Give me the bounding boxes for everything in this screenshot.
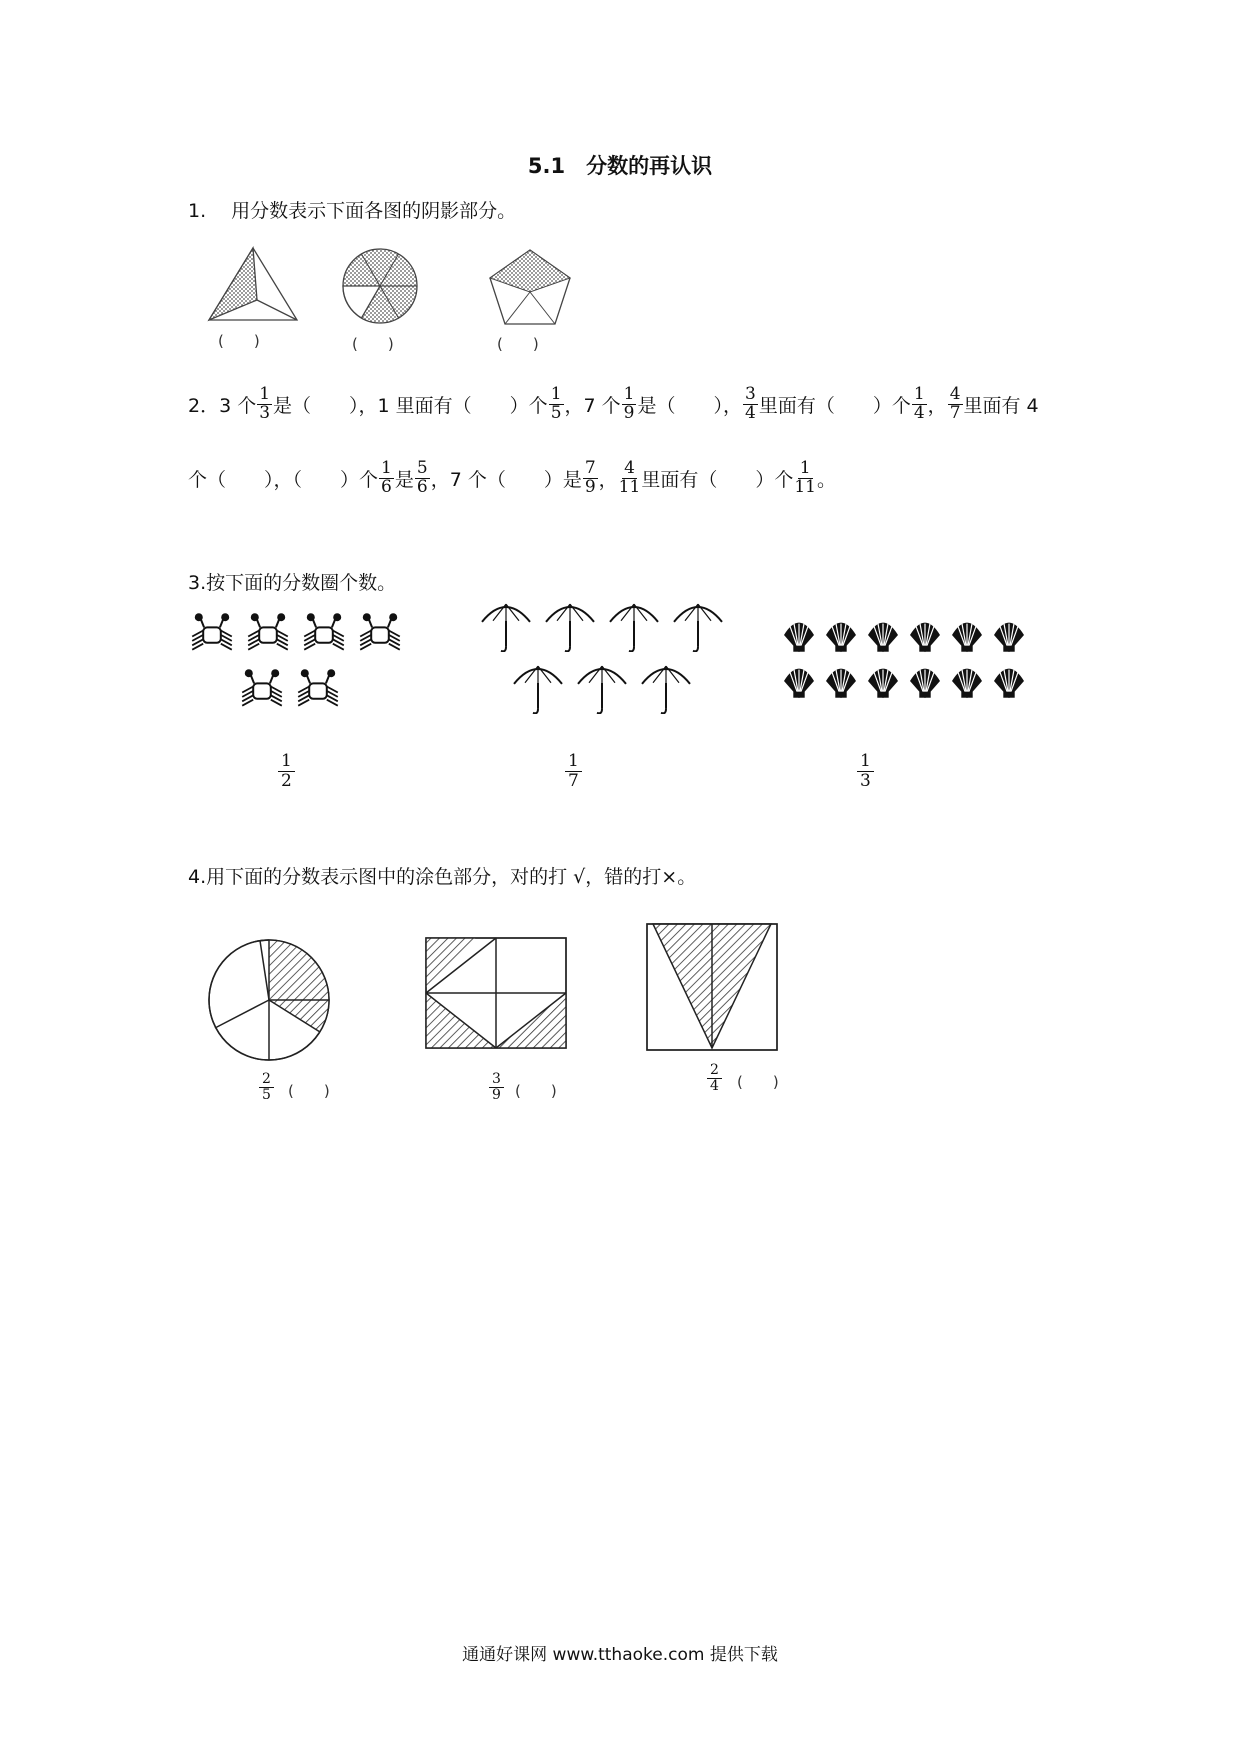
question-3-text: 3.按下面的分数圈个数。 (188, 572, 397, 594)
crab-icon (302, 612, 346, 656)
fraction: $\frac{1}{4}$ (913, 384, 925, 423)
shell-icon (864, 662, 902, 700)
fraction: $\frac{1}{11}$ (794, 458, 816, 497)
fraction: $\frac{3}{4}$ (745, 384, 756, 423)
shell-icon (864, 616, 902, 654)
q2-text: 。 (816, 468, 836, 491)
q3-fraction-2: 1 7 (565, 752, 582, 790)
page-title: 5.1 分数的再认识 (527, 154, 713, 178)
shell-icon (906, 662, 944, 700)
q4-rectangle-figure (424, 936, 570, 1052)
crab-icon (246, 612, 290, 656)
crab-icon (240, 668, 284, 712)
shell-group (780, 616, 1040, 716)
q1-blank-1[interactable]: ( ) (218, 332, 260, 350)
fraction: $\frac{7}{9}$ (584, 458, 596, 497)
q2-text: 是（ ）， (637, 394, 742, 417)
q2-text: 个（ ），（ ）个 (188, 468, 379, 491)
umbrella-icon (576, 662, 628, 714)
fraction: $\frac{4}{11}$ (618, 458, 641, 497)
q1-blank-2[interactable]: ( ) (352, 335, 394, 353)
question-1-text: 1. 用分数表示下面各图的阴影部分。 (188, 200, 517, 222)
crab-icon (190, 612, 234, 656)
fraction: $\frac{5}{6}$ (416, 458, 428, 497)
q2-text: ， (927, 394, 947, 417)
q4-square-figure (645, 922, 781, 1052)
q2-text: 是（ ），1 里面有（ ）个 (273, 394, 548, 417)
q3-fraction-3: 1 3 (857, 752, 874, 790)
shell-icon (990, 616, 1028, 654)
umbrella-icon (480, 600, 532, 652)
triangle-figure (205, 244, 305, 324)
question-2-line-1 (188, 386, 1039, 423)
q4-circle-figure (205, 936, 333, 1064)
q3-fraction-1: 1 2 (278, 752, 295, 790)
fraction: $\frac{1}{6}$ (381, 458, 392, 497)
pentagon-figure (485, 246, 575, 328)
shell-icon (990, 662, 1028, 700)
fraction: $\frac{4}{7}$ (949, 384, 961, 423)
q2-text: ，7 个 (564, 394, 621, 417)
crab-icon (296, 668, 340, 712)
q2-text: 是 (394, 468, 414, 491)
q4-blank-1[interactable]: ( ) (288, 1082, 330, 1100)
q2-text: 2．3 个 (188, 394, 257, 417)
umbrella-icon (672, 600, 724, 652)
q2-text: 里面有（ ）个 (641, 468, 794, 491)
fraction: $\frac{1}{5}$ (550, 384, 562, 423)
shell-icon (822, 662, 860, 700)
q2-text: 里面有（ ）个 (758, 394, 911, 417)
q2-text: 里面有 4 (963, 394, 1039, 417)
q1-blank-3[interactable]: ( ) (497, 335, 539, 353)
q4-fraction-1: 2 5 (259, 1072, 274, 1104)
question-4-text: 4.用下面的分数表示图中的涂色部分，对的打 √，错的打×。 (188, 866, 697, 888)
crab-icon (358, 612, 402, 656)
shell-icon (780, 662, 818, 700)
fraction: $\frac{1}{9}$ (623, 384, 635, 423)
umbrella-icon (608, 600, 660, 652)
shell-icon (948, 662, 986, 700)
shell-icon (906, 616, 944, 654)
footer-text: 通通好课网 www.tthaoke.com 提供下载 (462, 1645, 778, 1665)
q4-fraction-2: 3 9 (489, 1072, 504, 1104)
shell-icon (780, 616, 818, 654)
q2-text: ， (598, 468, 618, 491)
question-2-line-2 (188, 460, 836, 497)
umbrella-group (480, 600, 740, 720)
circle-figure (340, 246, 420, 326)
q2-text: ，7 个（ ）是 (430, 468, 582, 491)
umbrella-icon (544, 600, 596, 652)
q4-blank-3[interactable]: ( ) (737, 1073, 779, 1091)
fraction: $\frac{1}{3}$ (259, 384, 271, 423)
crab-group (190, 612, 420, 722)
shell-icon (948, 616, 986, 654)
umbrella-icon (640, 662, 692, 714)
umbrella-icon (512, 662, 564, 714)
q4-fraction-3: 2 4 (707, 1063, 722, 1095)
shell-icon (822, 616, 860, 654)
q4-blank-2[interactable]: ( ) (515, 1082, 557, 1100)
